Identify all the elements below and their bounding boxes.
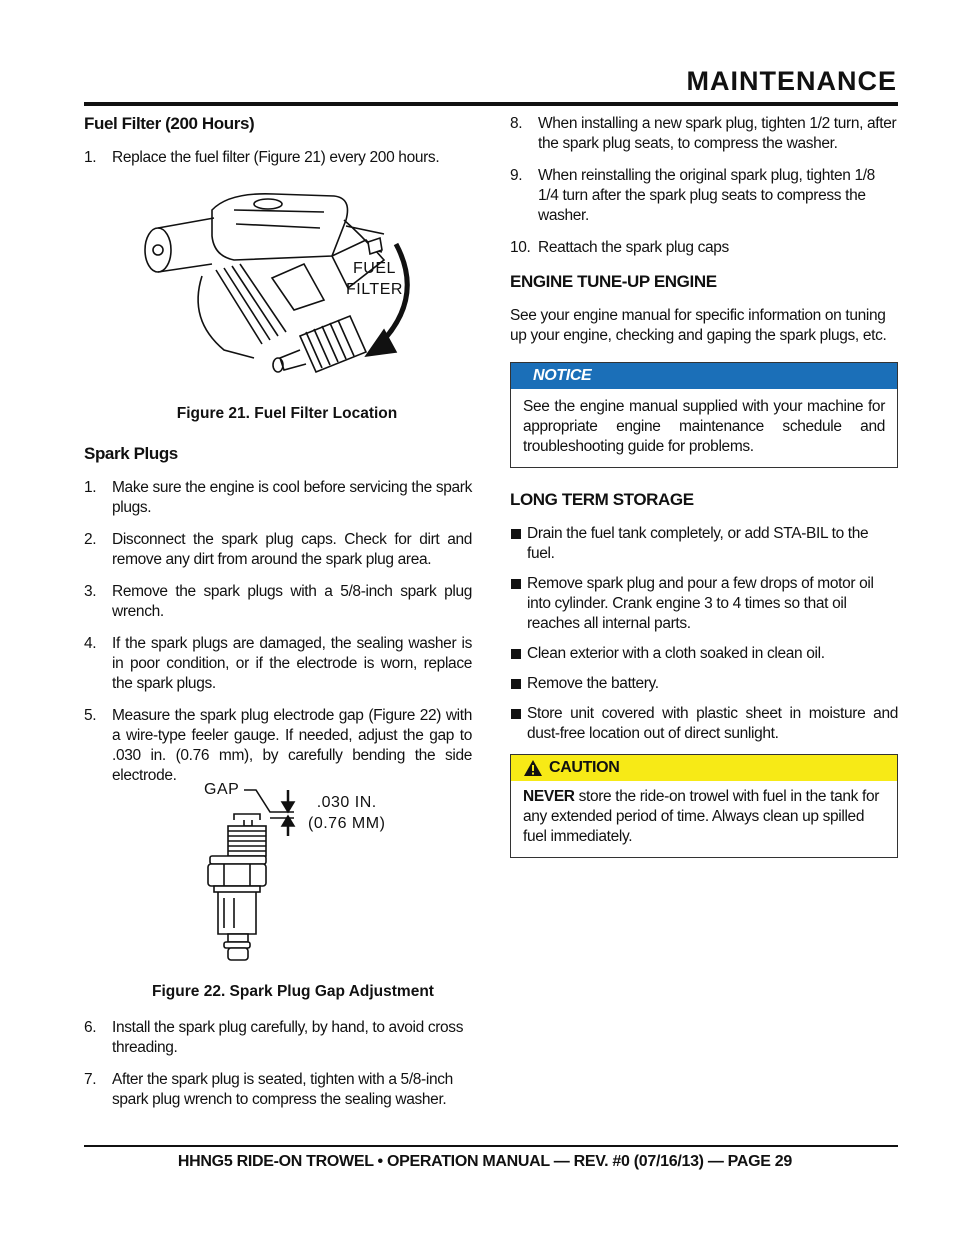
list-item [84,478,472,518]
step-text: When installing a new spark plug, tighten 1/2 turn, after the spark plug seats, to compress the washer. [538,115,897,152]
step-text: If the spark plugs are damaged, the sealing washer is in poor condition, or if the electrode is worn, replace the spark plugs. [112,635,472,692]
caution-label: CAUTION [549,759,620,776]
list-item [510,674,898,694]
bullet-text: Store unit covered with plastic sheet in moisture and dust-free location out of direct sunlight. [527,705,898,742]
caution-emphasis: NEVER [523,788,575,805]
label-line: (0.76 MM) [308,815,386,832]
step-text: Reattach the spark plug caps [538,239,729,256]
step-number: 1. [84,479,97,496]
list-item [510,574,898,634]
step-number: 1. [84,149,97,166]
spark-plugs-heading: Spark Plugs [84,444,178,463]
warning-triangle-icon [523,759,543,777]
storage-heading: LONG TERM STORAGE [510,490,694,509]
list-item [510,524,898,564]
tune-up-text: See your engine manual for specific information on tuning up your engine, checking and gaping the spark plugs, etc. [510,307,887,344]
bullet-text: Clean exterior with a cloth soaked in clean oil. [527,645,825,662]
step-text: When reinstalling the original spark plug, tighten 1/8 1/4 turn after the spark plug seats to compress the washer. [538,167,875,224]
notice-label: NOTICE [511,363,897,389]
bullet-text: Drain the fuel tank completely, or add STA-BIL to the fuel. [527,525,869,562]
spark-plug-steps-right [510,114,898,258]
step-number: 6. [84,1019,97,1036]
list-item [84,1070,472,1110]
step-text: Install the spark plug carefully, by hand, to avoid cross threading. [112,1019,464,1056]
fuel-filter-steps [84,148,472,168]
fuel-filter-label [346,258,403,300]
header-rule [84,102,898,106]
list-item [510,704,898,744]
bullet-text: Remove spark plug and pour a few drops of motor oil into cylinder. Crank engine 3 to 4 times so that oil reaches all internal parts. [527,575,874,632]
list-item [510,114,898,154]
step-number: 9. [510,167,523,184]
notice-text: See the engine manual supplied with your machine for appropriate engine maintenance schedule and troubleshooting guide for problems. [523,398,885,455]
list-item [84,530,472,570]
footer-rule [84,1145,898,1147]
step-number: 5. [84,707,97,724]
list-item [510,166,898,226]
step-number: 8. [510,115,523,132]
page-footer: HHNG5 RIDE-ON TROWEL • OPERATION MANUAL — REV. #0 (07/16/13) — PAGE 29 [177,1153,792,1170]
step-number: 3. [84,583,97,600]
label-line: FILTER [346,281,403,298]
bullet-square-icon [511,579,521,589]
fuel-filter-heading: Fuel Filter (200 Hours) [84,114,255,133]
step-text: Measure the spark plug electrode gap (Figure 22) with a wire-type feeler gauge. If needed, adjust the gap to .030 in. (0.76 mm), by carefully bending the side electrode. [112,707,472,784]
gap-label: GAP [204,781,240,798]
left-column [84,114,472,1122]
list-item [84,706,472,786]
caution-text: store the ride-on trowel with fuel in the tank for any extended period of time. Always clean up spilled fuel immediately. [523,788,880,845]
fuel-filter-illustration [84,180,472,400]
page-title: MAINTENANCE [686,66,897,96]
step-number: 10. [510,239,531,256]
list-item [84,634,472,694]
bullet-square-icon [511,709,521,719]
step-number: 2. [84,531,97,548]
bullet-square-icon [511,649,521,659]
step-text: Remove the spark plugs with a 5/8-inch spark plug wrench. [112,583,472,620]
list-item [84,148,472,168]
bullet-square-icon [511,529,521,539]
notice-box [510,362,898,468]
gap-value-label [308,792,385,834]
bullet-text: Remove the battery. [527,675,659,692]
step-text: Make sure the engine is cool before servicing the spark plugs. [112,479,472,516]
bullet-square-icon [511,679,521,689]
caution-text-block [511,781,897,857]
list-item [510,644,898,664]
figure-22-caption: Figure 22. Spark Plug Gap Adjustment [152,983,434,1000]
spark-plug-steps-continued [84,1018,472,1110]
storage-bullets [510,524,898,744]
step-number: 4. [84,635,97,652]
step-text: Disconnect the spark plug caps. Check for dirt and remove any dirt from around the spark plug area. [112,531,472,568]
caution-box [510,754,898,858]
step-text: Replace the fuel filter (Figure 21) every 200 hours. [112,149,440,166]
spark-plug-steps [84,478,472,786]
right-column [510,114,898,858]
list-item [84,1018,472,1058]
list-item [510,238,898,258]
label-line: FUEL [353,260,396,277]
figure-22 [84,781,472,1018]
tune-up-heading: ENGINE TUNE-UP ENGINE [510,272,717,291]
figure-21 [84,180,472,430]
list-item [84,582,472,622]
step-number: 7. [84,1071,97,1088]
spark-plug-illustration [84,786,472,966]
caution-header [511,755,897,781]
figure-21-caption: Figure 21. Fuel Filter Location [176,405,398,422]
label-line: .030 IN. [316,794,377,811]
step-text: After the spark plug is seated, tighten with a 5/8-inch spark plug wrench to compress the sealing washer. [112,1071,453,1108]
